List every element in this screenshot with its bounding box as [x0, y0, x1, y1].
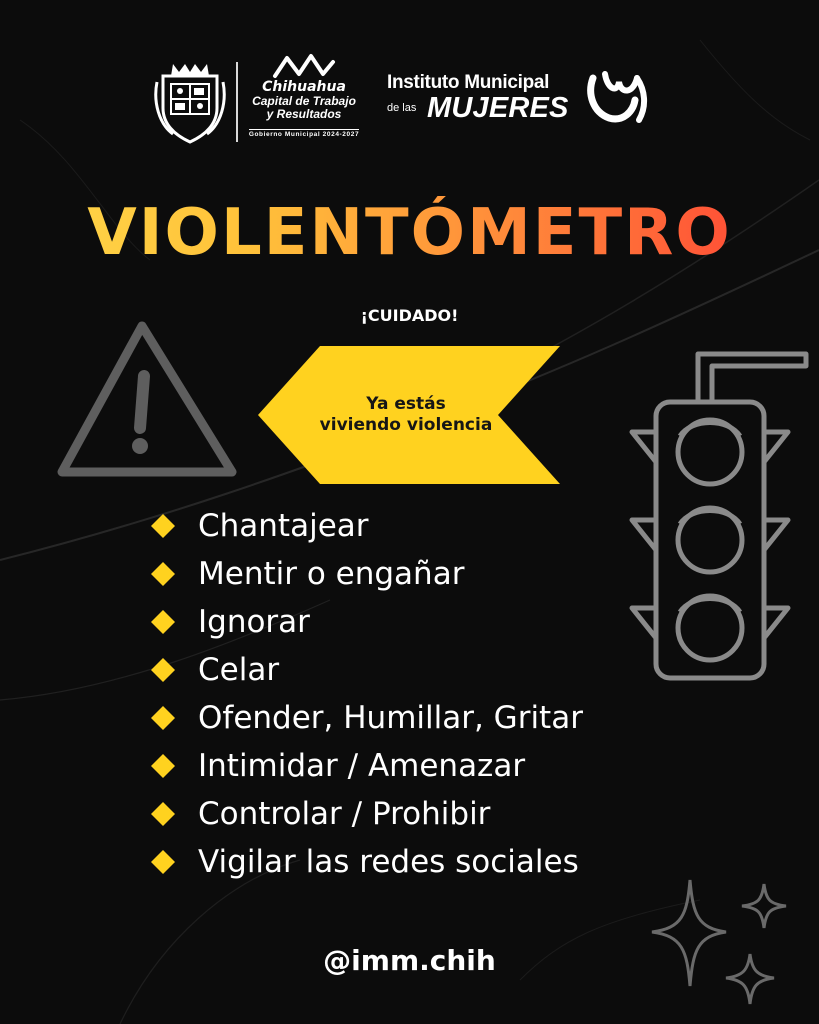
- list-item: [150, 646, 583, 694]
- list-item: [150, 694, 583, 742]
- banner-line-2: viviendo violencia: [319, 415, 493, 435]
- list-item: [150, 502, 583, 550]
- chihuahua-period: Gobierno Municipal 2024-2027: [248, 131, 360, 138]
- chihuahua-name: Chihuahua: [262, 79, 346, 95]
- caution-label: ¡CUIDADO!: [360, 306, 459, 325]
- list-item-text: Celar: [198, 652, 280, 688]
- list-item-text: Vigilar las redes sociales: [198, 844, 579, 880]
- warning-triangle-icon: [54, 316, 240, 482]
- list-item-text: Controlar / Prohibir: [198, 796, 491, 832]
- mountains-icon: [271, 52, 337, 80]
- imm-name-prefix: de las: [387, 102, 417, 114]
- header-logos: [0, 50, 819, 150]
- page-title: VIOLENTÓMETRO: [0, 196, 819, 270]
- imm-logo: [385, 60, 665, 140]
- list-item-text: Ignorar: [198, 604, 310, 640]
- chihuahua-logo: [243, 52, 365, 144]
- list-item-text: Ofender, Humillar, Gritar: [198, 700, 583, 736]
- diamond-bullet-icon: [150, 753, 176, 779]
- diamond-bullet-icon: [150, 705, 176, 731]
- list-item-text: Mentir o engañar: [198, 556, 465, 592]
- list-item: [150, 550, 583, 598]
- chihuahua-slogan-2: y Resultados: [266, 107, 342, 121]
- banner-text: [278, 394, 534, 436]
- social-handle: @imm.chih: [323, 944, 496, 977]
- banner-line-1: Ya estás: [366, 394, 446, 414]
- list-item: [150, 598, 583, 646]
- list-item: [150, 838, 583, 886]
- imm-name-line2: MUJERES: [427, 92, 569, 124]
- traffic-light-icon: [626, 332, 816, 682]
- diamond-bullet-icon: [150, 657, 176, 683]
- diamond-bullet-icon: [150, 801, 176, 827]
- chihuahua-slogan-1: Capital de Trabajo: [252, 94, 356, 108]
- logo-divider: [236, 62, 238, 142]
- imm-name-line1: Instituto Municipal: [387, 72, 550, 93]
- list-item: [150, 790, 583, 838]
- list-item: [150, 742, 583, 790]
- diamond-bullet-icon: [150, 849, 176, 875]
- diamond-bullet-icon: [150, 513, 176, 539]
- violence-list: [150, 502, 583, 886]
- list-item-text: Intimidar / Amenazar: [198, 748, 526, 784]
- city-crest-icon: [153, 62, 227, 144]
- diamond-bullet-icon: [150, 561, 176, 587]
- diamond-bullet-icon: [150, 609, 176, 635]
- imm-brand-icon: [583, 60, 655, 132]
- list-item-text: Chantajear: [198, 508, 369, 544]
